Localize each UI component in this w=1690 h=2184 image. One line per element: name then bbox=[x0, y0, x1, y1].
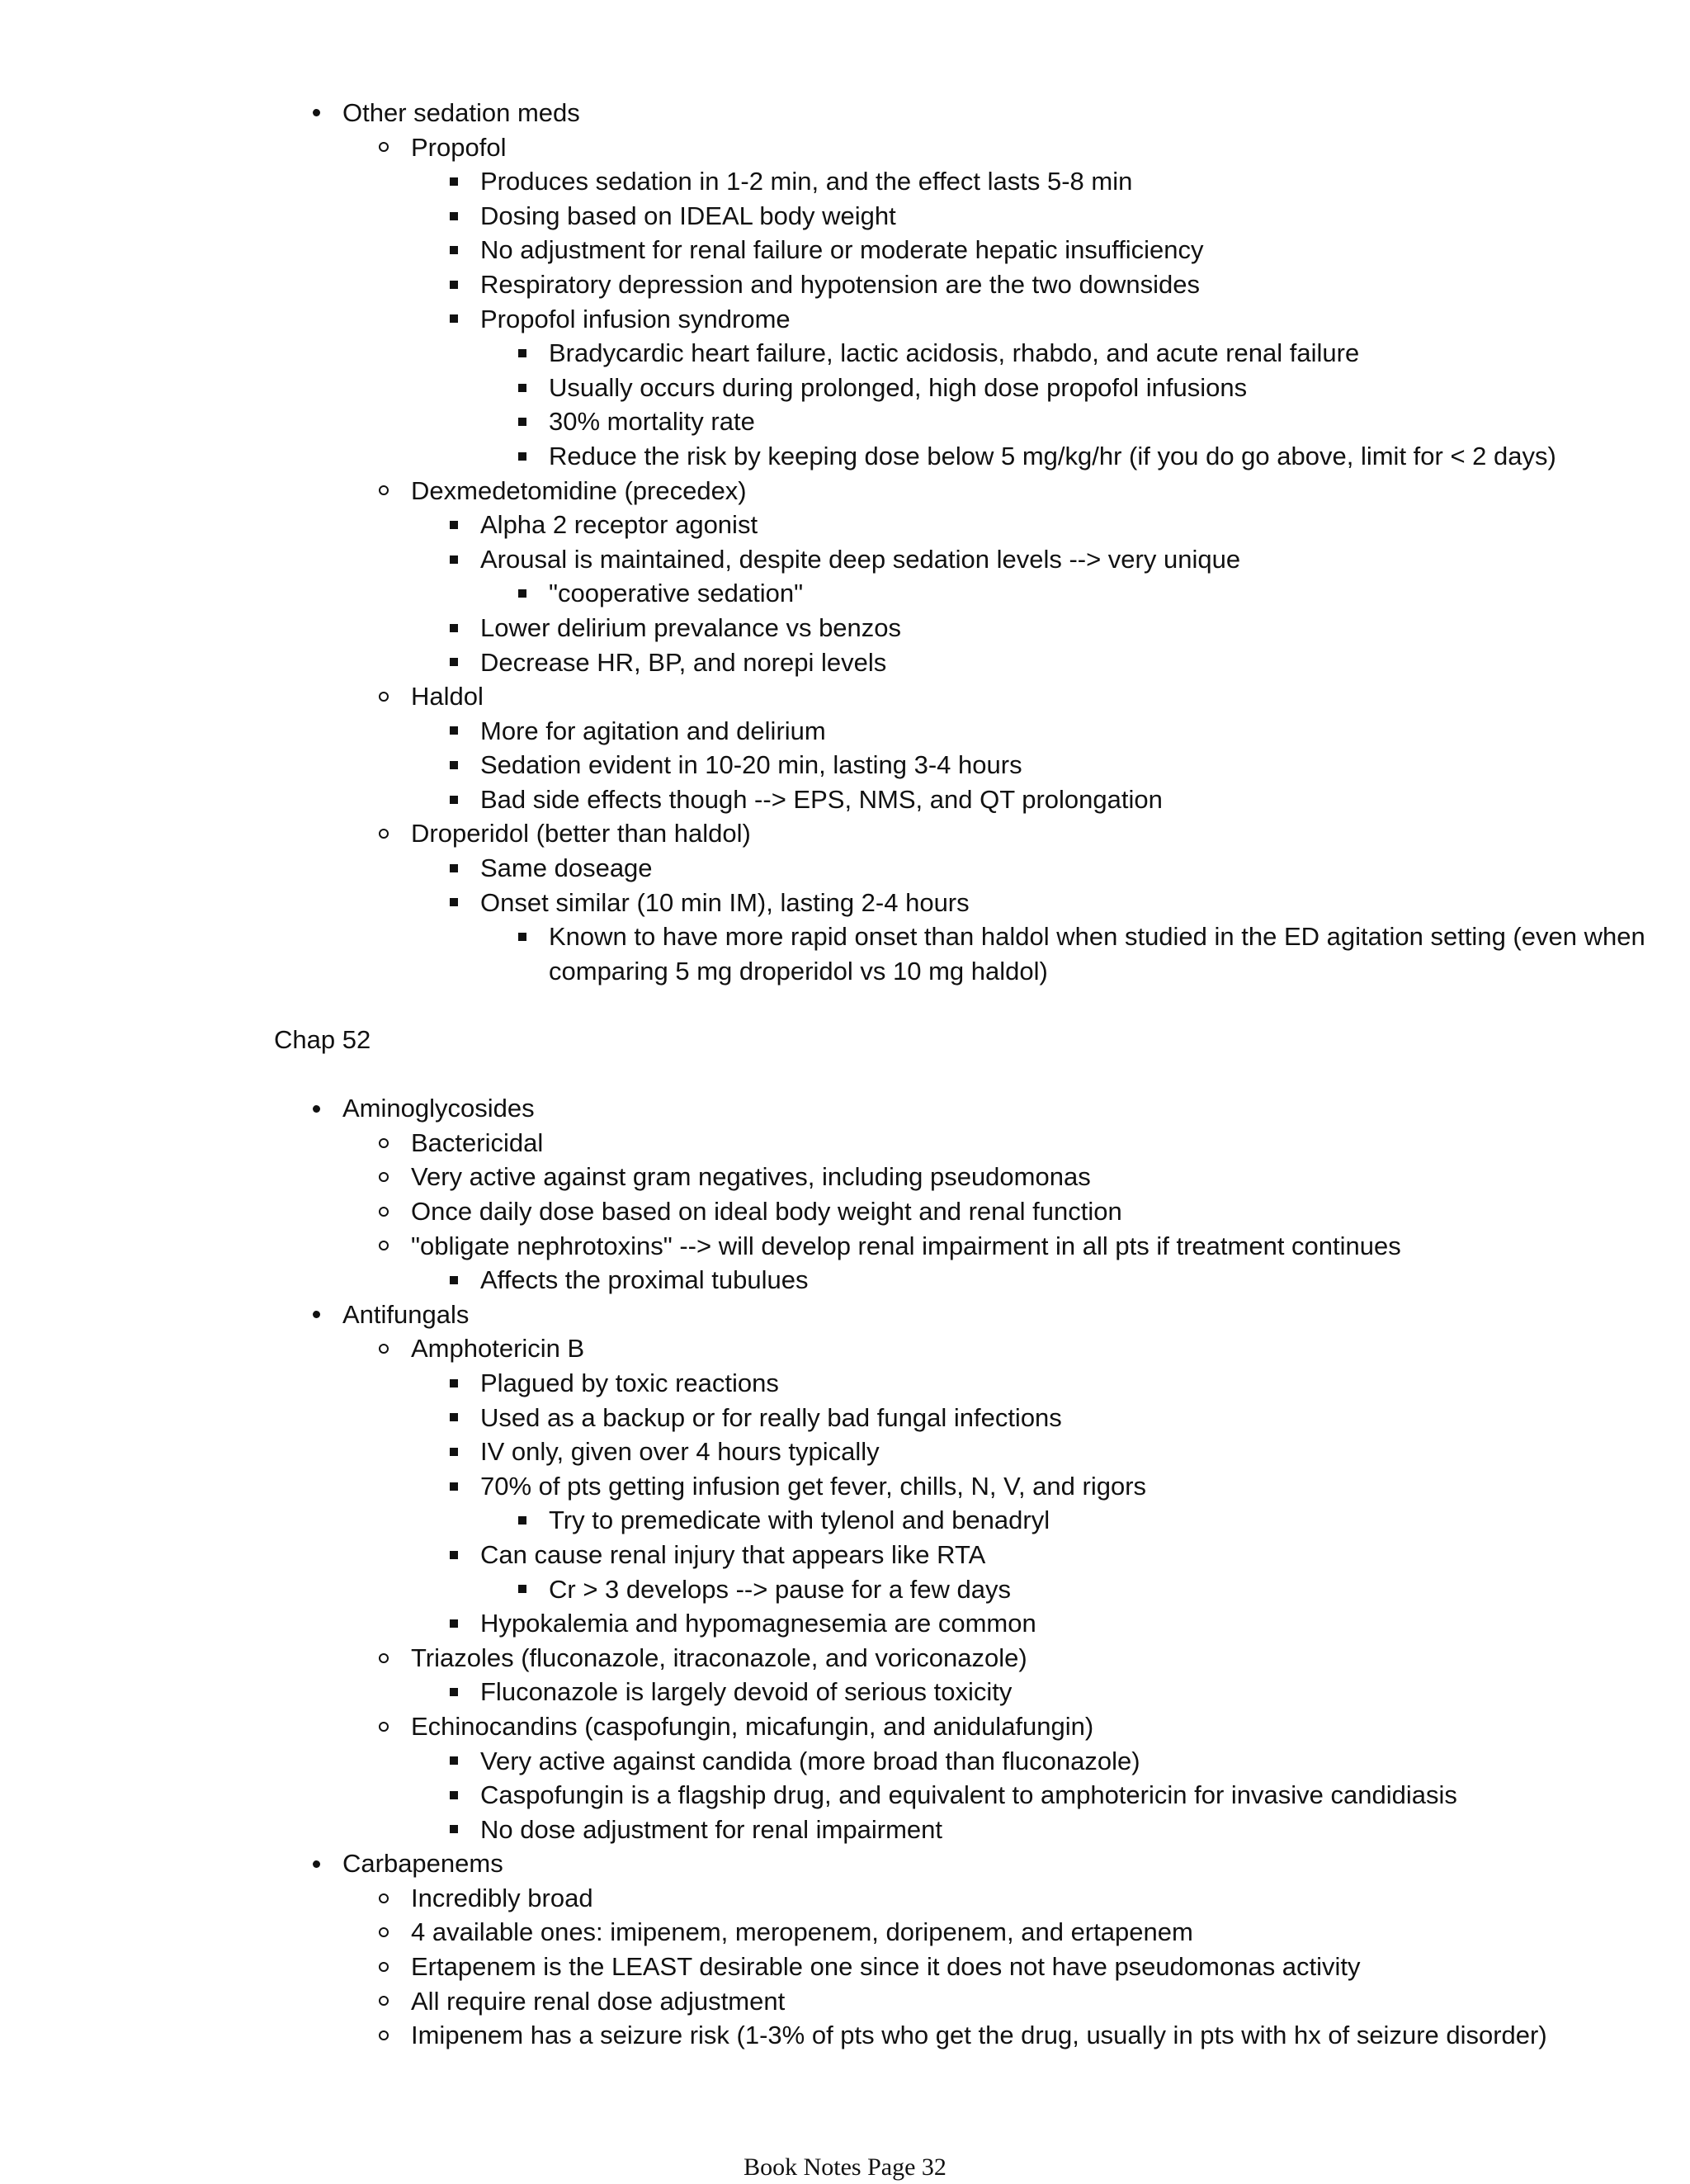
outline-item bbox=[0, 1366, 1690, 1401]
outline-item-text: Bradycardic heart failure, lactic acidosis, rhabdo, and acute renal failure bbox=[549, 338, 1360, 368]
square-bullet-icon bbox=[441, 1813, 466, 1847]
outline-item bbox=[0, 1675, 1690, 1709]
outline-item-text: Arousal is maintained, despite deep sedation levels --> very unique bbox=[480, 544, 1241, 574]
outline-item-text: Can cause renal injury that appears like RTA bbox=[480, 1539, 986, 1569]
outline-item bbox=[0, 1469, 1690, 1504]
outline-item-text: Triazoles (fluconazole, itraconazole, and voriconazole) bbox=[411, 1643, 1027, 1672]
outline-item bbox=[0, 542, 1690, 577]
outline-item bbox=[0, 1572, 1690, 1607]
outline-item bbox=[0, 1126, 1690, 1161]
outline-item bbox=[0, 336, 1690, 371]
outline-item bbox=[0, 714, 1690, 749]
outline-item-text: Lower delirium prevalance vs benzos bbox=[480, 612, 902, 642]
square-bullet-icon bbox=[441, 714, 466, 749]
blank-line bbox=[0, 988, 1690, 1023]
outline-item bbox=[0, 1950, 1690, 1984]
square-bullet-icon bbox=[510, 439, 535, 474]
square-bullet-icon bbox=[510, 404, 535, 439]
outline-item bbox=[0, 1881, 1690, 1916]
square-bullet-icon bbox=[441, 886, 466, 920]
hollow-bullet-icon bbox=[371, 1709, 396, 1744]
square-bullet-icon bbox=[510, 1503, 535, 1538]
square-bullet-icon bbox=[510, 919, 535, 954]
outline-item bbox=[0, 1401, 1690, 1435]
outline-item-text: Caspofungin is a flagship drug, and equivalent to amphotericin for invasive candidiasis bbox=[480, 1780, 1457, 1810]
square-bullet-icon bbox=[441, 851, 466, 886]
outline-item bbox=[0, 199, 1690, 234]
outline-item-text: Bactericidal bbox=[411, 1127, 544, 1157]
outline-item bbox=[0, 1915, 1690, 1950]
outline-item-text: Antifungals bbox=[342, 1299, 470, 1329]
outline-item bbox=[0, 576, 1690, 611]
outline-item bbox=[0, 1778, 1690, 1813]
page-footer: Book Notes Page 32 bbox=[744, 2153, 946, 2181]
square-bullet-icon bbox=[441, 1469, 466, 1504]
outline-item-text: Carbapenems bbox=[342, 1849, 503, 1879]
hollow-bullet-icon bbox=[371, 1160, 396, 1194]
outline-item-text: Once daily dose based on ideal body weight and renal function bbox=[411, 1197, 1122, 1226]
outline-item bbox=[0, 371, 1690, 405]
square-bullet-icon bbox=[441, 1744, 466, 1779]
notes-outline bbox=[0, 96, 1690, 2053]
outline-item-text: Propofol bbox=[411, 132, 507, 162]
outline-item-text: Bad side effects though --> EPS, NMS, and QT prolongation bbox=[480, 784, 1163, 814]
outline-item-text: comparing 5 mg droperidol vs 10 mg haldol) bbox=[549, 956, 1048, 986]
outline-item-text: Affects the proximal tubulues bbox=[480, 1265, 809, 1295]
square-bullet-icon bbox=[441, 233, 466, 267]
outline-item bbox=[0, 1091, 1690, 1126]
outline-item bbox=[0, 1984, 1690, 2019]
filled-bullet-icon bbox=[304, 96, 328, 130]
filled-bullet-icon bbox=[304, 1846, 328, 1881]
hollow-bullet-icon bbox=[371, 1126, 396, 1161]
square-bullet-icon bbox=[441, 1401, 466, 1435]
outline-item-text: No adjustment for renal failure or moderate hepatic insufficiency bbox=[480, 235, 1204, 265]
outline-item-text: Decrease HR, BP, and norepi levels bbox=[480, 647, 887, 677]
outline-item bbox=[0, 1229, 1690, 1264]
outline-item bbox=[0, 679, 1690, 714]
outline-item bbox=[0, 1744, 1690, 1779]
outline-item bbox=[0, 1298, 1690, 1332]
outline-item bbox=[0, 954, 1690, 989]
outline-item bbox=[0, 1538, 1690, 1572]
outline-item-text: "obligate nephrotoxins" --> will develop renal impairment in all pts if treatment continues bbox=[411, 1231, 1401, 1260]
outline-item bbox=[0, 1709, 1690, 1744]
square-bullet-icon bbox=[510, 371, 535, 405]
outline-item-text: Very active against gram negatives, including pseudomonas bbox=[411, 1162, 1091, 1192]
outline-item bbox=[0, 1503, 1690, 1538]
hollow-bullet-icon bbox=[371, 130, 396, 165]
square-bullet-icon bbox=[441, 1263, 466, 1298]
square-bullet-icon bbox=[441, 542, 466, 577]
outline-item-text: Dosing based on IDEAL body weight bbox=[480, 201, 896, 230]
square-bullet-icon bbox=[441, 645, 466, 680]
square-bullet-icon bbox=[510, 336, 535, 371]
outline-item-text: Chap 52 bbox=[274, 1025, 371, 1055]
outline-item bbox=[0, 267, 1690, 302]
outline-item-text: Fluconazole is largely devoid of serious toxicity bbox=[480, 1677, 1013, 1707]
outline-item-text: Propofol infusion syndrome bbox=[480, 304, 791, 333]
outline-item-text: Try to premedicate with tylenol and benadryl bbox=[549, 1506, 1050, 1535]
outline-item-text: 30% mortality rate bbox=[549, 407, 755, 437]
outline-item-text: Produces sedation in 1-2 min, and the effect lasts 5-8 min bbox=[480, 167, 1133, 196]
square-bullet-icon bbox=[441, 1435, 466, 1469]
square-bullet-icon bbox=[441, 1606, 466, 1641]
outline-item-text: Respiratory depression and hypotension are the two downsides bbox=[480, 269, 1200, 299]
square-bullet-icon bbox=[441, 267, 466, 302]
hollow-bullet-icon bbox=[371, 1331, 396, 1366]
outline-item bbox=[0, 645, 1690, 680]
outline-item bbox=[0, 1846, 1690, 1881]
outline-item-text: No dose adjustment for renal impairment bbox=[480, 1814, 942, 1844]
outline-item-text: Droperidol (better than haldol) bbox=[411, 819, 751, 849]
outline-item bbox=[0, 611, 1690, 645]
outline-item bbox=[0, 508, 1690, 542]
outline-item-text: Ertapenem is the LEAST desirable one since it does not have pseudomonas activity bbox=[411, 1952, 1361, 1982]
outline-item bbox=[0, 404, 1690, 439]
square-bullet-icon bbox=[441, 1675, 466, 1709]
outline-item-text: Reduce the risk by keeping dose below 5 mg/kg/hr (if you do go above, limit for < 2 days) bbox=[549, 441, 1556, 470]
hollow-bullet-icon bbox=[371, 1984, 396, 2019]
hollow-bullet-icon bbox=[371, 679, 396, 714]
filled-bullet-icon bbox=[304, 1298, 328, 1332]
filled-bullet-icon bbox=[304, 1091, 328, 1126]
outline-item-text: Other sedation meds bbox=[342, 98, 580, 127]
outline-item-text: Haldol bbox=[411, 682, 484, 711]
outline-item-text: Cr > 3 develops --> pause for a few days bbox=[549, 1574, 1012, 1604]
outline-item-text: Imipenem has a seizure risk (1-3% of pts who get the drug, usually in pts with hx of seizure disorder) bbox=[411, 2021, 1547, 2050]
outline-item bbox=[0, 851, 1690, 886]
outline-item-text: Echinocandins (caspofungin, micafungin, and anidulafungin) bbox=[411, 1711, 1094, 1741]
outline-item-text: Same doseage bbox=[480, 853, 653, 883]
hollow-bullet-icon bbox=[371, 1915, 396, 1950]
outline-item bbox=[0, 1641, 1690, 1676]
outline-item-text: Plagued by toxic reactions bbox=[480, 1368, 779, 1397]
outline-item bbox=[0, 1263, 1690, 1298]
outline-item-text: Onset similar (10 min IM), lasting 2-4 hours bbox=[480, 887, 970, 917]
outline-item-text: Dexmedetomidine (precedex) bbox=[411, 475, 747, 505]
outline-item bbox=[0, 816, 1690, 851]
square-bullet-icon bbox=[441, 611, 466, 645]
square-bullet-icon bbox=[510, 576, 535, 611]
outline-item bbox=[0, 1331, 1690, 1366]
outline-item-text: Aminoglycosides bbox=[342, 1094, 535, 1123]
outline-item bbox=[0, 164, 1690, 199]
outline-item-text: Usually occurs during prolonged, high dose propofol infusions bbox=[549, 372, 1248, 402]
outline-item-text: More for agitation and delirium bbox=[480, 716, 826, 745]
square-bullet-icon bbox=[441, 1366, 466, 1401]
square-bullet-icon bbox=[441, 1778, 466, 1813]
outline-item-text: Sedation evident in 10-20 min, lasting 3-4 hours bbox=[480, 750, 1022, 780]
outline-item bbox=[0, 96, 1690, 130]
outline-item-text: Very active against candida (more broad than fluconazole) bbox=[480, 1746, 1140, 1775]
outline-item bbox=[0, 1160, 1690, 1194]
square-bullet-icon bbox=[441, 1538, 466, 1572]
hollow-bullet-icon bbox=[371, 816, 396, 851]
outline-item bbox=[0, 886, 1690, 920]
hollow-bullet-icon bbox=[371, 1194, 396, 1229]
outline-item bbox=[0, 748, 1690, 782]
square-bullet-icon bbox=[441, 164, 466, 199]
square-bullet-icon bbox=[510, 1572, 535, 1607]
outline-item-text: 4 available ones: imipenem, meropenem, doripenem, and ertapenem bbox=[411, 1917, 1193, 1947]
outline-item bbox=[0, 474, 1690, 508]
outline-item bbox=[0, 782, 1690, 817]
blank-line bbox=[0, 1057, 1690, 1092]
outline-item bbox=[0, 2018, 1690, 2053]
hollow-bullet-icon bbox=[371, 1950, 396, 1984]
outline-item-text: Incredibly broad bbox=[411, 1883, 593, 1912]
outline-item-text: Amphotericin B bbox=[411, 1334, 585, 1364]
outline-item bbox=[0, 302, 1690, 337]
outline-item bbox=[0, 439, 1690, 474]
outline-item-text: Alpha 2 receptor agonist bbox=[480, 510, 758, 540]
square-bullet-icon bbox=[441, 782, 466, 817]
outline-item bbox=[0, 1435, 1690, 1469]
hollow-bullet-icon bbox=[371, 2018, 396, 2053]
hollow-bullet-icon bbox=[371, 1229, 396, 1264]
outline-item-text: Used as a backup or for really bad fungal infections bbox=[480, 1402, 1062, 1432]
square-bullet-icon bbox=[441, 302, 466, 337]
outline-item bbox=[0, 233, 1690, 267]
square-bullet-icon bbox=[441, 199, 466, 234]
hollow-bullet-icon bbox=[371, 1641, 396, 1676]
outline-item-text: IV only, given over 4 hours typically bbox=[480, 1437, 880, 1467]
outline-item-text: "cooperative sedation" bbox=[549, 579, 804, 608]
outline-item bbox=[0, 1606, 1690, 1641]
outline-item-text: Hypokalemia and hypomagnesemia are common bbox=[480, 1609, 1036, 1638]
outline-item bbox=[0, 1194, 1690, 1229]
outline-item bbox=[0, 130, 1690, 165]
outline-item-text: All require renal dose adjustment bbox=[411, 1986, 786, 2016]
hollow-bullet-icon bbox=[371, 474, 396, 508]
square-bullet-icon bbox=[441, 748, 466, 782]
outline-item-text: Known to have more rapid onset than haldol when studied in the ED agitation setting (even when bbox=[549, 922, 1645, 952]
section-heading bbox=[0, 1023, 1690, 1057]
outline-item-text: 70% of pts getting infusion get fever, chills, N, V, and rigors bbox=[480, 1471, 1147, 1501]
square-bullet-icon bbox=[441, 508, 466, 542]
hollow-bullet-icon bbox=[371, 1881, 396, 1916]
outline-item bbox=[0, 919, 1690, 954]
outline-item bbox=[0, 1813, 1690, 1847]
